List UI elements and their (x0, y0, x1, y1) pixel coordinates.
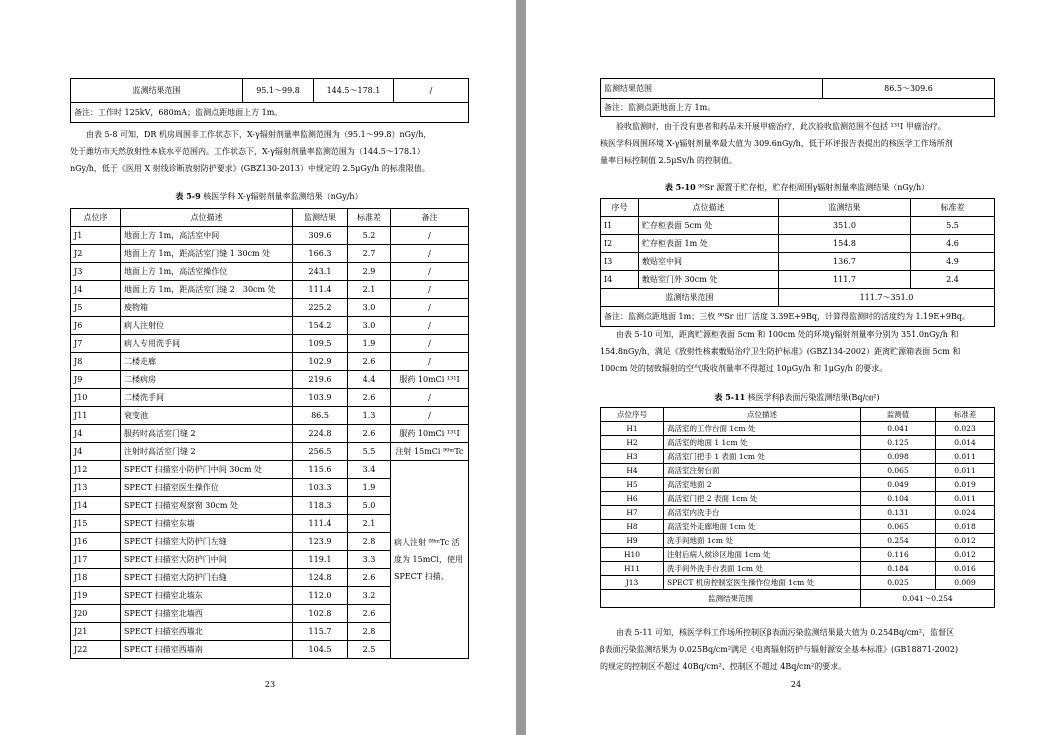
cell-description: 服药时高活室门缝 2 (121, 425, 293, 443)
cell-value: 0.125 (861, 436, 936, 450)
table-row (601, 464, 995, 478)
table-row (601, 436, 995, 450)
cell-description: 高活室的工作台面 1cm 处 (664, 422, 861, 436)
table-row (71, 407, 469, 425)
cell-description: 注射时高活室门缝 2 (121, 443, 293, 461)
cell-description: 地面上方 1m，距高活室门缝 2 30cm 处 (121, 281, 293, 299)
table-5-9-caption: 表 5-9 核医学科 X-γ辐射剂量率监测结果（nGy/h） (175, 191, 363, 201)
table-row (601, 576, 995, 590)
cell-description: 衰变池 (121, 407, 293, 425)
table-row (71, 317, 469, 335)
table-row (71, 425, 469, 443)
cell-id: H6 (601, 492, 664, 506)
cell-result: 243.1 (293, 263, 348, 281)
cell-value: 0.116 (861, 548, 936, 562)
table-row (601, 548, 995, 562)
cell-value: 0.104 (861, 492, 936, 506)
table-row (71, 461, 469, 479)
cell-point-id: J7 (71, 335, 121, 353)
page-gutter (516, 0, 526, 735)
cell-remark: / (391, 263, 469, 281)
cell-result: 103.9 (293, 389, 348, 407)
cell-result: 124.8 (293, 569, 348, 587)
cell-id: I2 (601, 235, 639, 253)
cell-point-id: J1 (71, 227, 121, 245)
cell-point-id: J14 (71, 497, 121, 515)
cell-std-dev: 2.6 (348, 605, 391, 623)
cell-std-dev: 0.023 (936, 422, 995, 436)
cell-description: 洗手间地面 1cm 处 (664, 534, 861, 548)
cell-description: SPECT 扫描室医生操作位 (121, 479, 293, 497)
cell-std-dev: 2.6 (348, 569, 391, 587)
cell-description: SPECT 扫描室东墙 (121, 515, 293, 533)
range-value: 0.041～0.254 (861, 590, 995, 608)
table-note: 备注：监测点距地面 1m；三枚 ⁹⁰Sr 出厂活度 3.39E+9Bq，计算得监测时的活度约为 1.19E+9Bq。 (601, 307, 995, 327)
cell-point-id: J4 (71, 425, 121, 443)
cell-result: 256.5 (293, 443, 348, 461)
cell-std-dev: 0.009 (936, 576, 995, 590)
table-5-11: 点位序号 点位描述 监测值 标准差 H1 高活室的工作台面 1cm 处 0.041 0.023 H2 高活室的地面 1 1cm 处 0.125 0.014 H3 高活室门把手 1 表面 1cm 处 0.098 0.011 H4 高活室注射台面 0.065 0.011 H5 高活室地面 2 0.049 0.019 H6 高活室门把 2 表面 1cm 处 0.104 0.011 H7 高活室内洗手台 0.131 0.024 H8 高活室外走廊地面 1cm 处 0.065 0.018 H9 洗手间地面 1cm 处 0.254 0.012 H10 注射后病人候诊区地面 1cm 处 0.116 0.012 H11 洗手间外洗手台表面 1cm 处 0.184 0.016 J13 SPECT 机房控制室医生操作位地面 1cm 处 0.025 0.009 监测结果范围 0.041～0.254 (600, 407, 995, 608)
cell-id: H11 (601, 562, 664, 576)
cell-std-dev: 0.011 (936, 450, 995, 464)
document-page-right (526, 0, 1045, 735)
table-row (71, 245, 469, 263)
cell-point-id: J22 (71, 641, 121, 659)
cell-point-id: J16 (71, 533, 121, 551)
cell-remark: / (391, 407, 469, 425)
cell-description: 废物箱 (121, 299, 293, 317)
table-row (71, 335, 469, 353)
table-5-10-caption: 表 5-10 ⁹⁰Sr 源置于贮存柜，贮存柜周围γ辐射剂量率监测结果（nGy/h） (664, 182, 930, 192)
result-range-table (600, 78, 995, 117)
table-row (601, 520, 995, 534)
cell-result: 111.7 (779, 271, 911, 289)
table-row (601, 253, 995, 271)
cell-std-dev: 0.012 (936, 534, 995, 548)
cell-result: 118.3 (293, 497, 348, 515)
cell-result: 104.5 (293, 641, 348, 659)
cell-std-dev: 0.011 (936, 492, 995, 506)
cell-description: SPECT 扫描室观察窗 30cm 处 (121, 497, 293, 515)
table-row (71, 281, 469, 299)
table-row (71, 299, 469, 317)
cell-description: SPECT 扫描室大防护门左缝 (121, 533, 293, 551)
cell-description: 敷贴室中间 (639, 253, 779, 271)
cell-point-id: J6 (71, 317, 121, 335)
cell-description: 高活室外走廊地面 1cm 处 (664, 520, 861, 534)
table-row (71, 227, 469, 245)
cell-point-id: J11 (71, 407, 121, 425)
cell-std-dev: 3.2 (348, 587, 391, 605)
cell-value: 0.131 (861, 506, 936, 520)
cell-std-dev: 4.9 (911, 253, 995, 271)
cell-std-dev: 5.2 (348, 227, 391, 245)
cell-point-id: J15 (71, 515, 121, 533)
cell-description: SPECT 扫描室西墙南 (121, 641, 293, 659)
table-row (601, 235, 995, 253)
cell-description: SPECT 扫描室小防护门中间 30cm 处 (121, 461, 293, 479)
cell-result: 224.8 (293, 425, 348, 443)
cell-std-dev: 0.018 (936, 520, 995, 534)
page-number: 23 (264, 680, 276, 689)
cell-std-dev: 2.7 (348, 245, 391, 263)
dr-result-range-table (70, 78, 469, 123)
cell-remark: 注射 15mCi ⁹⁹ᵐTc (391, 443, 469, 461)
cell-result: 119.1 (293, 551, 348, 569)
cell-result: 86.5 (293, 407, 348, 425)
cell-description: 高活室门把 2 表面 1cm 处 (664, 492, 861, 506)
paragraph-table-5-11: 由表 5-11 可知，核医学科工作场所控制区β表面污染监测结果最大值为 0.254Bq/cm²，监督区 β表面污染监测结果为 0.025Bq/cm²满足《电离辐射防护与辐射源安全基本标准》(GB18871-2002) 的规定的控制区不超过 40Bq/cm²、控制区不超过 4Bq/cm²的要求。 (600, 628, 959, 671)
cell-result: 103.3 (293, 479, 348, 497)
page-number: 24 (790, 680, 802, 689)
cell-result: 115.6 (293, 461, 348, 479)
cell-description: 贮存柜表面 1m 处 (639, 235, 779, 253)
cell-result: 111.4 (293, 515, 348, 533)
cell-point-id: J10 (71, 389, 121, 407)
cell-std-dev: 0.014 (936, 436, 995, 450)
cell-description: 高活室地面 2 (664, 478, 861, 492)
cell-std-dev: 0.011 (936, 464, 995, 478)
cell-id: H2 (601, 436, 664, 450)
range-on: 144.5～178.1 (314, 79, 394, 103)
cell-description: 地面上方 1m，高活室中间 (121, 227, 293, 245)
cell-point-id: J2 (71, 245, 121, 263)
cell-std-dev: 2.5 (348, 641, 391, 659)
cell-id: H7 (601, 506, 664, 520)
cell-description: 敷贴室门外 30cm 处 (639, 271, 779, 289)
cell-result: 115.7 (293, 623, 348, 641)
cell-remark: / (391, 245, 469, 263)
cell-remark: / (391, 335, 469, 353)
cell-value: 0.254 (861, 534, 936, 548)
cell-point-id: J8 (71, 353, 121, 371)
cell-description: 二楼走廊 (121, 353, 293, 371)
cell-remark: 服药 10mCi ¹³¹I (391, 425, 469, 443)
cell-remark: / (391, 353, 469, 371)
cell-result: 136.7 (779, 253, 911, 271)
cell-std-dev: 4.6 (911, 235, 995, 253)
cell-std-dev: 5.5 (348, 443, 391, 461)
table-row (71, 389, 469, 407)
remark-line: 病人注射 ⁹⁹ᵐTc 活 (394, 538, 460, 547)
cell-point-id: J17 (71, 551, 121, 569)
cell-result: 166.3 (293, 245, 348, 263)
cell-description: 注射后病人候诊区地面 1cm 处 (664, 548, 861, 562)
cell-value: 0.049 (861, 478, 936, 492)
document-page-left (0, 0, 516, 735)
cell-std-dev: 0.012 (936, 548, 995, 562)
cell-description: SPECT 机房控制室医生操作位地面 1cm 处 (664, 576, 861, 590)
table-row (601, 562, 995, 576)
cell-value: 0.098 (861, 450, 936, 464)
cell-id: H9 (601, 534, 664, 548)
cell-id: H10 (601, 548, 664, 562)
cell-description: SPECT 扫描室北墙东 (121, 587, 293, 605)
cell-remark: / (391, 389, 469, 407)
table-row (601, 492, 995, 506)
cell-description: SPECT 扫描室西墙北 (121, 623, 293, 641)
cell-point-id: J19 (71, 587, 121, 605)
paragraph-table-5-10: 由表 5-10 可知，距离贮源柜表面 5cm 和 100cm 处的环境γ辐射剂量率分别为 351.0nGy/h 和 154.8nGy/h，满足《放射性核素敷贴治疗卫生防护标准》(GBZ134-2002）距离贮源箱表面 5cm 和 100cm 处的韧致辐射的空气吸收剂量率不得超过 10μGy/h 和 1μGy/h 的要求。 (600, 330, 961, 373)
cell-point-id: J4 (71, 281, 121, 299)
table-note: 备注：监测点距地面上方 1m。 (601, 99, 995, 117)
range-label: 监测结果范围 (601, 79, 823, 99)
cell-description: 地面上方 1m，高活室操作位 (121, 263, 293, 281)
cell-value: 0.184 (861, 562, 936, 576)
cell-point-id: J21 (71, 623, 121, 641)
cell-description: 洗手间外洗手台表面 1cm 处 (664, 562, 861, 576)
range-label: 监测结果范围 (601, 289, 779, 307)
cell-description: 高活室内洗手台 (664, 506, 861, 520)
cell-value: 0.041 (861, 422, 936, 436)
cell-std-dev: 2.4 (911, 271, 995, 289)
cell-id: I1 (601, 217, 639, 235)
cell-description: 病人注射位 (121, 317, 293, 335)
cell-value: 0.065 (861, 520, 936, 534)
table-5-9: 点位序 点位描述 监测结果 标准差 备注 J1 地面上方 1m，高活室中间 309.6 5.2 / J2 地面上方 1m，距高活室门缝 1 30cm 处 166.3 2.7 / J3 地面上方 1m，高活室操作位 243.1 2.9 / J4 地面上方 1m，距高活室门缝 2 30cm 处 111.4 2.1 / J5 废物箱 225.2 3.0 / J6 病人注射位 154.2 3.0 / J7 病人专用洗手间 109.5 1.9 / J8 二楼走廊 102.9 2.6 / J9 二楼病房 219.6 4.4 服药 10mCi ¹³¹I J10 二楼洗手间 103.9 2.6 / J11 衰变池 86.5 1.3 / J4 服药时高活室门缝 2 224.8 2.6 服药 10mCi ¹³¹I J4 注射时高活室门缝 2 256.5 5.5 注射 15mCi ⁹⁹ᵐTc J12 SPECT 扫描室小防护门中间 30cm 处 115.6 3.4 病人注射 ⁹⁹ᵐTc 活 度为 15mCi，使用 SPECT 扫描。 J13 SPECT 扫描室医生操作位 103.3 1.9 J14 SPECT 扫描室观察窗 30cm 处 118.3 5.0 J15 SPECT 扫描室东墙 111.4 2.1 J16 SPECT 扫描室大防护门左缝 123.9 2.8 J17 SPECT 扫描室大防护门中间 119.1 3.3 J18 SPECT 扫描室大防护门右缝 124.8 2.6 J19 SPECT 扫描室北墙东 112.0 3.2 J20 SPECT 扫描室北墙西 102.8 2.6 J21 SPECT 扫描室西墙北 115.7 2.8 J22 SPECT 扫描室西墙南 104.5 2.5 (70, 208, 469, 659)
cell-remark: 服药 10mCi ¹³¹I (391, 371, 469, 389)
cell-std-dev: 2.1 (348, 515, 391, 533)
cell-std-dev: 1.9 (348, 335, 391, 353)
cell-description: 二楼病房 (121, 371, 293, 389)
cell-description: 贮存柜表面 5cm 处 (639, 217, 779, 235)
table-row (71, 371, 469, 389)
range-value: 111.7～351.0 (779, 289, 995, 307)
cell-result: 309.6 (293, 227, 348, 245)
cell-description: 二楼洗手间 (121, 389, 293, 407)
cell-description: SPECT 扫描室大防护门右缝 (121, 569, 293, 587)
cell-point-id: J9 (71, 371, 121, 389)
cell-std-dev: 5.0 (348, 497, 391, 515)
cell-result: 154.8 (779, 235, 911, 253)
paragraph-summary: 验收监测时，由于没有患者和药品未开展甲癌治疗，此次验收监测范围不包括 ¹³¹I 甲癌治疗。 核医学科周围环境 X-γ辐射剂量率最大值为 309.6nGy/h，低于环评报告表提出的核医学工作场所剂 量率目标控制值 2.5μSv/h 的控制值。 (600, 122, 953, 165)
cell-description: SPECT 扫描室大防护门中间 (121, 551, 293, 569)
cell-id: I3 (601, 253, 639, 271)
range-value: 86.5～309.6 (823, 79, 995, 99)
cell-std-dev: 2.8 (348, 623, 391, 641)
cell-std-dev: 0.024 (936, 506, 995, 520)
cell-std-dev: 5.5 (911, 217, 995, 235)
cell-std-dev: 4.4 (348, 371, 391, 389)
cell-value: 0.065 (861, 464, 936, 478)
cell-result: 109.5 (293, 335, 348, 353)
cell-std-dev: 2.6 (348, 353, 391, 371)
cell-description: SPECT 扫描室北墙西 (121, 605, 293, 623)
cell-point-id: J20 (71, 605, 121, 623)
table-row (601, 478, 995, 492)
cell-std-dev: 1.3 (348, 407, 391, 425)
cell-result: 102.8 (293, 605, 348, 623)
paragraph-dr: 由表 5-8 可知，DR 机房周围非工作状态下，X-γ辐射剂量率监测范围为（95.1～99.8）nGy/h， 处于潍坊市天然放射性本底水平范围内。工作状态下，X-γ辐射剂量率监测范围为（144.5～178.1） nGy/h，低于《医用 X 射线诊断放射防护要求》(GBZ130-2013）中规定的 2.5μGy/h 的标准限值。 (70, 130, 432, 173)
cell-std-dev: 2.1 (348, 281, 391, 299)
table-row (71, 443, 469, 461)
cell-std-dev: 2.8 (348, 533, 391, 551)
table-row (71, 263, 469, 281)
cell-std-dev: 3.3 (348, 551, 391, 569)
cell-remark: / (391, 299, 469, 317)
cell-id: H8 (601, 520, 664, 534)
cell-result: 225.2 (293, 299, 348, 317)
cell-id: J13 (601, 576, 664, 590)
range-label: 监测结果范围 (601, 590, 861, 608)
table-row (601, 271, 995, 289)
cell-std-dev: 0.016 (936, 562, 995, 576)
cell-point-id: J4 (71, 443, 121, 461)
cell-point-id: J3 (71, 263, 121, 281)
cell-result: 102.9 (293, 353, 348, 371)
table-5-11-caption: 表 5-11 核医学科β表面污染监测结果(Bq/㎝²) (714, 392, 880, 402)
cell-description: 高活室的地面 1 1cm 处 (664, 436, 861, 450)
cell-result: 111.4 (293, 281, 348, 299)
cell-result: 112.0 (293, 587, 348, 605)
cell-std-dev: 2.9 (348, 263, 391, 281)
range-label: 监测结果范围 (71, 79, 243, 103)
cell-remark-merged (391, 461, 469, 659)
table-note: 备注：工作时 125kV，680mA；监测点距地面上方 1m。 (71, 103, 469, 123)
cell-description: 高活室注射台面 (664, 464, 861, 478)
table-row (71, 353, 469, 371)
cell-std-dev: 3.0 (348, 317, 391, 335)
cell-std-dev: 1.9 (348, 479, 391, 497)
cell-std-dev: 3.4 (348, 461, 391, 479)
cell-id: H3 (601, 450, 664, 464)
remark-line: SPECT 扫描。 (394, 572, 449, 581)
cell-std-dev: 2.6 (348, 389, 391, 407)
table-row (601, 534, 995, 548)
cell-id: H4 (601, 464, 664, 478)
cell-remark: / (391, 227, 469, 245)
cell-point-id: J5 (71, 299, 121, 317)
cell-result: 219.6 (293, 371, 348, 389)
table-row (601, 217, 995, 235)
cell-description: 高活室门把手 1 表面 1cm 处 (664, 450, 861, 464)
range-off: 95.1～99.8 (243, 79, 314, 103)
range-std: / (394, 79, 469, 103)
cell-value: 0.025 (861, 576, 936, 590)
cell-result: 154.2 (293, 317, 348, 335)
cell-remark: / (391, 317, 469, 335)
cell-description: 地面上方 1m，距高活室门缝 1 30cm 处 (121, 245, 293, 263)
table-row (601, 422, 995, 436)
cell-id: H1 (601, 422, 664, 436)
cell-std-dev: 2.6 (348, 425, 391, 443)
remark-line: 度为 15mCi，使用 (394, 555, 463, 564)
cell-std-dev: 3.0 (348, 299, 391, 317)
cell-remark: / (391, 281, 469, 299)
cell-point-id: J18 (71, 569, 121, 587)
table-5-10: 序号 点位描述 监测结果 标准差 I1 贮存柜表面 5cm 处 351.0 5.5 I2 贮存柜表面 1m 处 154.8 4.6 I3 敷贴室中间 136.7 4.9 I4 敷贴室门外 30cm 处 111.7 2.4 监测结果范围 111.7～351.0 备注：监测点距地面 1m；三枚 ⁹⁰Sr 出厂活度 3.39E+9Bq，计算得监测时的活度约为 1.19E+9Bq。 (600, 198, 995, 327)
cell-point-id: J12 (71, 461, 121, 479)
cell-result: 123.9 (293, 533, 348, 551)
table-row (601, 506, 995, 520)
cell-point-id: J13 (71, 479, 121, 497)
cell-id: H5 (601, 478, 664, 492)
cell-id: I4 (601, 271, 639, 289)
cell-description: 病人专用洗手间 (121, 335, 293, 353)
cell-result: 351.0 (779, 217, 911, 235)
cell-std-dev: 0.019 (936, 478, 995, 492)
table-row (601, 450, 995, 464)
